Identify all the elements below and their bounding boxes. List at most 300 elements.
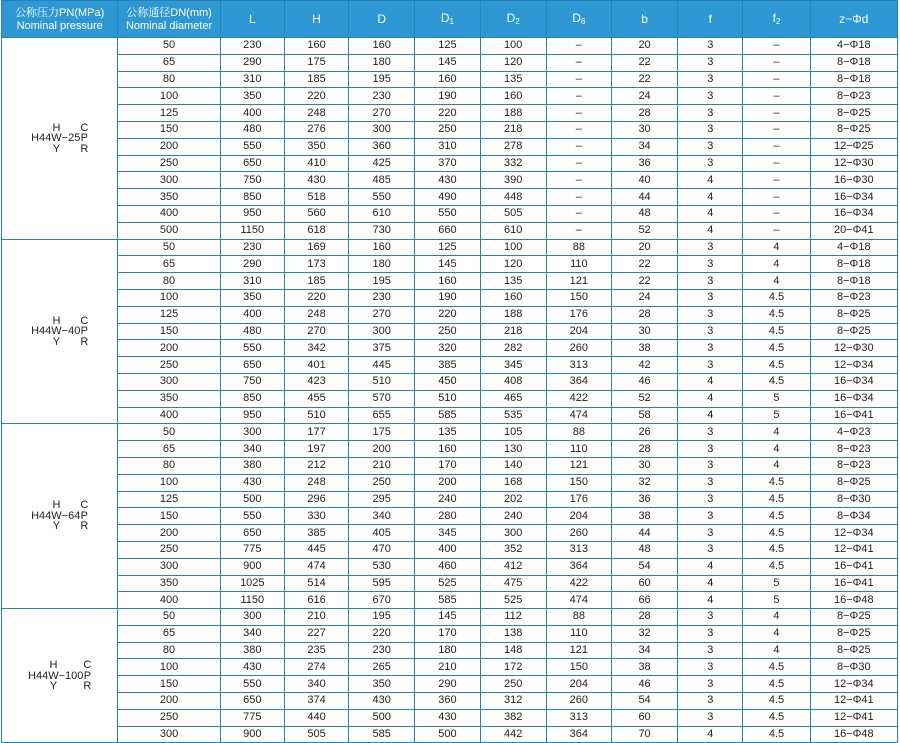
dn-en-label: Nominal diameter — [125, 19, 213, 32]
dn-cell: 250 — [118, 541, 220, 558]
nominal-diameter-header — [118, 1, 220, 38]
table-cell: 4 — [678, 222, 743, 239]
table-cell: – — [546, 88, 611, 105]
table-cell: 170 — [415, 625, 480, 642]
table-row — [2, 323, 898, 340]
table-cell: 4 — [743, 441, 810, 458]
table-cell: 44 — [611, 525, 677, 542]
table-cell: 145 — [415, 609, 480, 626]
table-cell: 88 — [546, 424, 611, 441]
table-cell: 8−Φ18 — [810, 256, 897, 273]
table-cell: 172 — [480, 659, 546, 676]
table-cell: 12−Φ30 — [810, 155, 897, 172]
dn-cell: 80 — [118, 642, 220, 659]
table-cell: 3 — [678, 609, 743, 626]
dn-cell: 300 — [118, 558, 220, 575]
table-cell: 950 — [220, 205, 284, 222]
table-cell: 12−Φ41 — [810, 693, 897, 710]
table-cell: 4 — [743, 273, 810, 290]
table-cell: 130 — [480, 441, 546, 458]
table-cell: 300 — [480, 525, 546, 542]
table-cell: 227 — [284, 625, 348, 642]
dn-cell: 150 — [118, 323, 220, 340]
table-cell: – — [546, 189, 611, 206]
table-cell: 276 — [284, 121, 348, 138]
dimension-table — [1, 0, 898, 743]
table-cell: 22 — [611, 273, 677, 290]
table-cell: 248 — [284, 105, 348, 122]
dn-cell: 200 — [118, 525, 220, 542]
table-cell: 28 — [611, 609, 677, 626]
table-cell: 121 — [546, 273, 611, 290]
table-cell: 350 — [349, 676, 415, 693]
model-part-mid: W — [51, 509, 62, 522]
table-cell: 54 — [611, 693, 677, 710]
table-cell: 560 — [284, 205, 348, 222]
table-cell: 218 — [480, 121, 546, 138]
table-cell: 230 — [349, 642, 415, 659]
table-cell: 250 — [480, 676, 546, 693]
table-cell: 610 — [349, 205, 415, 222]
dn-cell: 150 — [118, 121, 220, 138]
dn-cell: 50 — [118, 38, 220, 55]
dn-cell: 50 — [118, 239, 220, 256]
table-cell: 58 — [611, 407, 677, 424]
table-cell: 310 — [220, 273, 284, 290]
table-cell: 3 — [678, 340, 743, 357]
table-cell: 4.5 — [743, 726, 810, 743]
table-cell: 500 — [415, 726, 480, 743]
table-cell: 270 — [284, 323, 348, 340]
dn-cell: 250 — [118, 155, 220, 172]
table-cell: 3 — [678, 289, 743, 306]
table-cell: 390 — [480, 172, 546, 189]
table-cell: 270 — [349, 105, 415, 122]
table-cell: 160 — [349, 38, 415, 55]
table-cell: 282 — [480, 340, 546, 357]
table-cell: 4.5 — [743, 289, 810, 306]
col-d2-header — [480, 1, 546, 38]
table-cell: 300 — [220, 609, 284, 626]
table-cell: – — [743, 189, 810, 206]
table-cell: 4 — [678, 407, 743, 424]
table-cell: 500 — [349, 709, 415, 726]
table-row — [2, 407, 898, 424]
table-cell: – — [546, 38, 611, 55]
table-cell: – — [546, 155, 611, 172]
table-cell: 3 — [678, 256, 743, 273]
table-cell: 296 — [284, 491, 348, 508]
table-cell: 410 — [284, 155, 348, 172]
table-cell: 364 — [546, 558, 611, 575]
table-row — [2, 189, 898, 206]
table-cell: 950 — [220, 407, 284, 424]
table-cell: – — [743, 138, 810, 155]
table-cell: 400 — [220, 105, 284, 122]
table-cell: 450 — [415, 373, 480, 390]
table-cell: 46 — [611, 676, 677, 693]
model-part-prefix: H44 — [31, 325, 52, 338]
table-row — [2, 155, 898, 172]
table-cell: 200 — [415, 474, 480, 491]
dn-cell: 300 — [118, 373, 220, 390]
table-cell: 150 — [546, 474, 611, 491]
table-cell: 121 — [546, 642, 611, 659]
table-cell: 3 — [678, 88, 743, 105]
table-cell: 30 — [611, 323, 677, 340]
table-row — [2, 508, 898, 525]
table-cell: 360 — [349, 138, 415, 155]
table-cell: 474 — [284, 558, 348, 575]
table-row — [2, 491, 898, 508]
table-row — [2, 642, 898, 659]
table-cell: 4.5 — [743, 709, 810, 726]
table-cell: – — [743, 222, 810, 239]
table-cell: 385 — [415, 357, 480, 374]
table-cell: 3 — [678, 541, 743, 558]
table-cell: 190 — [415, 88, 480, 105]
table-cell: 480 — [220, 323, 284, 340]
table-cell: 180 — [415, 642, 480, 659]
table-cell: 4−Φ18 — [810, 38, 897, 55]
table-row — [2, 709, 898, 726]
table-cell: 4.5 — [743, 525, 810, 542]
table-row — [2, 390, 898, 407]
table-cell: 655 — [349, 407, 415, 424]
header-row — [2, 1, 898, 38]
table-cell: 610 — [480, 222, 546, 239]
table-cell: – — [546, 105, 611, 122]
table-cell: 850 — [220, 189, 284, 206]
table-cell: 248 — [284, 474, 348, 491]
table-cell: 3 — [678, 642, 743, 659]
table-cell: 12−Φ25 — [810, 138, 897, 155]
table-cell: 340 — [284, 676, 348, 693]
table-cell: 352 — [480, 541, 546, 558]
table-cell: 190 — [415, 289, 480, 306]
dn-cell: 80 — [118, 71, 220, 88]
table-cell: 422 — [546, 390, 611, 407]
table-cell: 412 — [480, 558, 546, 575]
table-cell: 650 — [220, 357, 284, 374]
table-cell: 4 — [678, 189, 743, 206]
model-part-rtop: C — [80, 499, 89, 512]
table-cell: 135 — [415, 424, 480, 441]
dn-cell: 200 — [118, 340, 220, 357]
table-cell: 4.5 — [743, 340, 810, 357]
table-cell: 505 — [480, 205, 546, 222]
table-cell: 4 — [678, 726, 743, 743]
table-cell: 405 — [349, 525, 415, 542]
table-cell: 22 — [611, 71, 677, 88]
dn-cell: 400 — [118, 592, 220, 609]
table-cell: 8−Φ18 — [810, 71, 897, 88]
table-cell: 440 — [284, 709, 348, 726]
table-cell: 313 — [546, 357, 611, 374]
model-cell — [2, 609, 118, 743]
table-cell: 445 — [349, 357, 415, 374]
table-cell: – — [743, 71, 810, 88]
table-cell: 5 — [743, 390, 810, 407]
table-cell: 660 — [415, 222, 480, 239]
dn-cell: 125 — [118, 105, 220, 122]
table-cell: 550 — [220, 676, 284, 693]
table-body — [2, 38, 898, 743]
table-cell: – — [546, 222, 611, 239]
table-cell: 66 — [611, 592, 677, 609]
table-cell: 480 — [220, 121, 284, 138]
table-cell: 400 — [220, 306, 284, 323]
table-row — [2, 239, 898, 256]
table-row — [2, 424, 898, 441]
table-cell: 474 — [546, 592, 611, 609]
table-cell: 4 — [743, 239, 810, 256]
table-cell: 48 — [611, 205, 677, 222]
table-row — [2, 71, 898, 88]
table-cell: – — [743, 54, 810, 71]
col-f2-header-label: f — [772, 11, 776, 25]
table-row — [2, 541, 898, 558]
col-bolts-header — [810, 1, 897, 38]
table-cell: 400 — [415, 541, 480, 558]
col-f-header-label: f — [708, 12, 712, 26]
table-row — [2, 659, 898, 676]
table-cell: 3 — [678, 424, 743, 441]
dn-cell: 350 — [118, 189, 220, 206]
table-cell: 175 — [349, 424, 415, 441]
table-cell: 485 — [349, 172, 415, 189]
table-cell: 60 — [611, 575, 677, 592]
dn-cell: 50 — [118, 424, 220, 441]
dn-cell: 65 — [118, 256, 220, 273]
table-cell: – — [743, 38, 810, 55]
table-cell: 310 — [220, 71, 284, 88]
table-cell: 210 — [415, 659, 480, 676]
table-cell: 121 — [546, 457, 611, 474]
col-d1-header-label: D — [440, 11, 450, 25]
table-cell: 160 — [284, 38, 348, 55]
table-cell: 148 — [480, 642, 546, 659]
table-cell: 12−Φ34 — [810, 525, 897, 542]
col-d2-header-subscript: 2 — [515, 17, 520, 26]
model-part-bot: Y — [52, 142, 61, 155]
table-cell: 125 — [415, 239, 480, 256]
table-cell: 4.5 — [743, 323, 810, 340]
table-row — [2, 726, 898, 743]
table-cell: 430 — [349, 693, 415, 710]
table-row — [2, 138, 898, 155]
table-row — [2, 357, 898, 374]
table-cell: 510 — [284, 407, 348, 424]
table-cell: 290 — [415, 676, 480, 693]
table-cell: 54 — [611, 558, 677, 575]
table-row — [2, 273, 898, 290]
table-cell: 525 — [480, 592, 546, 609]
table-cell: 280 — [415, 508, 480, 525]
table-cell: 3 — [678, 155, 743, 172]
table-cell: 401 — [284, 357, 348, 374]
table-cell: 52 — [611, 222, 677, 239]
table-cell: 180 — [349, 54, 415, 71]
table-cell: 218 — [480, 323, 546, 340]
table-cell: 220 — [415, 105, 480, 122]
table-cell: 20 — [611, 38, 677, 55]
table-cell: 3 — [678, 457, 743, 474]
table-cell: 105 — [480, 424, 546, 441]
table-cell: 380 — [220, 457, 284, 474]
model-designation — [31, 123, 88, 154]
table-cell: 3 — [678, 474, 743, 491]
model-part-rmid: P — [83, 669, 92, 682]
table-cell: 250 — [415, 323, 480, 340]
table-cell: 4.5 — [743, 357, 810, 374]
table-cell: 430 — [415, 709, 480, 726]
table-cell: 445 — [284, 541, 348, 558]
table-cell: 150 — [546, 289, 611, 306]
dn-cell: 500 — [118, 222, 220, 239]
table-cell: 3 — [678, 625, 743, 642]
table-cell: 248 — [284, 306, 348, 323]
model-part-top: H — [52, 499, 61, 512]
table-cell: 750 — [220, 172, 284, 189]
table-cell: 4.5 — [743, 541, 810, 558]
dn-cell: 80 — [118, 457, 220, 474]
model-part-num: −25 — [61, 132, 81, 145]
table-cell: 30 — [611, 121, 677, 138]
table-cell: 150 — [546, 659, 611, 676]
table-cell: 3 — [678, 693, 743, 710]
table-cell: 28 — [611, 306, 677, 323]
dn-cell: 150 — [118, 508, 220, 525]
table-cell: 230 — [349, 289, 415, 306]
table-cell: 140 — [480, 457, 546, 474]
model-part-rbot: R — [80, 142, 89, 155]
table-row — [2, 609, 898, 626]
dn-cell: 100 — [118, 474, 220, 491]
table-cell: 22 — [611, 256, 677, 273]
table-cell: 340 — [220, 441, 284, 458]
table-cell: 38 — [611, 340, 677, 357]
table-cell: 3 — [678, 525, 743, 542]
table-cell: 490 — [415, 189, 480, 206]
table-cell: 220 — [349, 625, 415, 642]
table-cell: 12−Φ41 — [810, 541, 897, 558]
model-part-num: −64 — [61, 509, 81, 522]
col-d1-header — [415, 1, 480, 38]
table-cell: 422 — [546, 575, 611, 592]
table-cell: 260 — [546, 340, 611, 357]
table-cell: 4−Φ18 — [810, 239, 897, 256]
dn-cell: 100 — [118, 289, 220, 306]
table-cell: 34 — [611, 642, 677, 659]
table-cell: 313 — [546, 541, 611, 558]
table-cell: – — [546, 71, 611, 88]
table-cell: 185 — [284, 71, 348, 88]
table-cell: 616 — [284, 592, 348, 609]
table-cell: 330 — [284, 508, 348, 525]
table-cell: 270 — [349, 306, 415, 323]
table-cell: 16−Φ34 — [810, 390, 897, 407]
dn-cell: 100 — [118, 659, 220, 676]
table-cell: – — [546, 138, 611, 155]
table-cell: 3 — [678, 676, 743, 693]
table-row — [2, 693, 898, 710]
table-cell: 5 — [743, 407, 810, 424]
col-f2-header-subscript: 2 — [775, 17, 781, 26]
table-cell: 212 — [284, 457, 348, 474]
table-cell: 4 — [678, 575, 743, 592]
table-cell: 3 — [678, 105, 743, 122]
table-cell: 8−Φ25 — [810, 306, 897, 323]
model-part-top: H — [49, 659, 58, 672]
dn-cell: 350 — [118, 575, 220, 592]
table-cell: 3 — [678, 357, 743, 374]
table-cell: 20 — [611, 239, 677, 256]
table-cell: 160 — [415, 441, 480, 458]
table-cell: 260 — [546, 693, 611, 710]
table-cell: 4 — [743, 457, 810, 474]
table-row — [2, 38, 898, 55]
table-cell: 730 — [349, 222, 415, 239]
model-part-num: −100 — [58, 669, 84, 682]
table-cell: – — [546, 121, 611, 138]
model-part-top: H — [52, 121, 61, 134]
dn-cell: 65 — [118, 441, 220, 458]
table-cell: – — [546, 172, 611, 189]
table-cell: 16−Φ48 — [810, 592, 897, 609]
model-part-rbot: R — [80, 520, 89, 533]
table-cell: 197 — [284, 441, 348, 458]
table-row — [2, 558, 898, 575]
dn-cell: 350 — [118, 390, 220, 407]
table-cell: 12−Φ34 — [810, 676, 897, 693]
table-cell: 4 — [678, 205, 743, 222]
table-cell: 16−Φ34 — [810, 205, 897, 222]
table-cell: 595 — [349, 575, 415, 592]
col-h-header — [284, 1, 348, 38]
table-cell: 177 — [284, 424, 348, 441]
table-cell: 448 — [480, 189, 546, 206]
table-cell: 28 — [611, 441, 677, 458]
table-cell: 16−Φ34 — [810, 189, 897, 206]
col-bolts-header-label: z−Φd — [839, 12, 869, 26]
table-cell: 530 — [349, 558, 415, 575]
table-cell: 3 — [678, 323, 743, 340]
dn-cell: 65 — [118, 54, 220, 71]
model-part-rtop: C — [80, 121, 89, 134]
dn-cell: 50 — [118, 609, 220, 626]
table-cell: 170 — [415, 457, 480, 474]
table-cell: 120 — [480, 256, 546, 273]
table-row — [2, 441, 898, 458]
table-cell: 48 — [611, 541, 677, 558]
table-cell: 8−Φ25 — [810, 105, 897, 122]
table-row — [2, 88, 898, 105]
table-cell: 4.5 — [743, 306, 810, 323]
table-cell: 173 — [284, 256, 348, 273]
table-cell: 470 — [349, 541, 415, 558]
table-cell: 442 — [480, 726, 546, 743]
col-b-header-label: b — [641, 12, 648, 26]
table-cell: 16−Φ34 — [810, 373, 897, 390]
table-cell: – — [743, 121, 810, 138]
table-cell: 125 — [415, 38, 480, 55]
table-cell: 169 — [284, 239, 348, 256]
table-cell: 38 — [611, 659, 677, 676]
col-d1-header-subscript: 1 — [449, 17, 454, 26]
table-cell: 40 — [611, 172, 677, 189]
table-cell: 4.5 — [743, 373, 810, 390]
